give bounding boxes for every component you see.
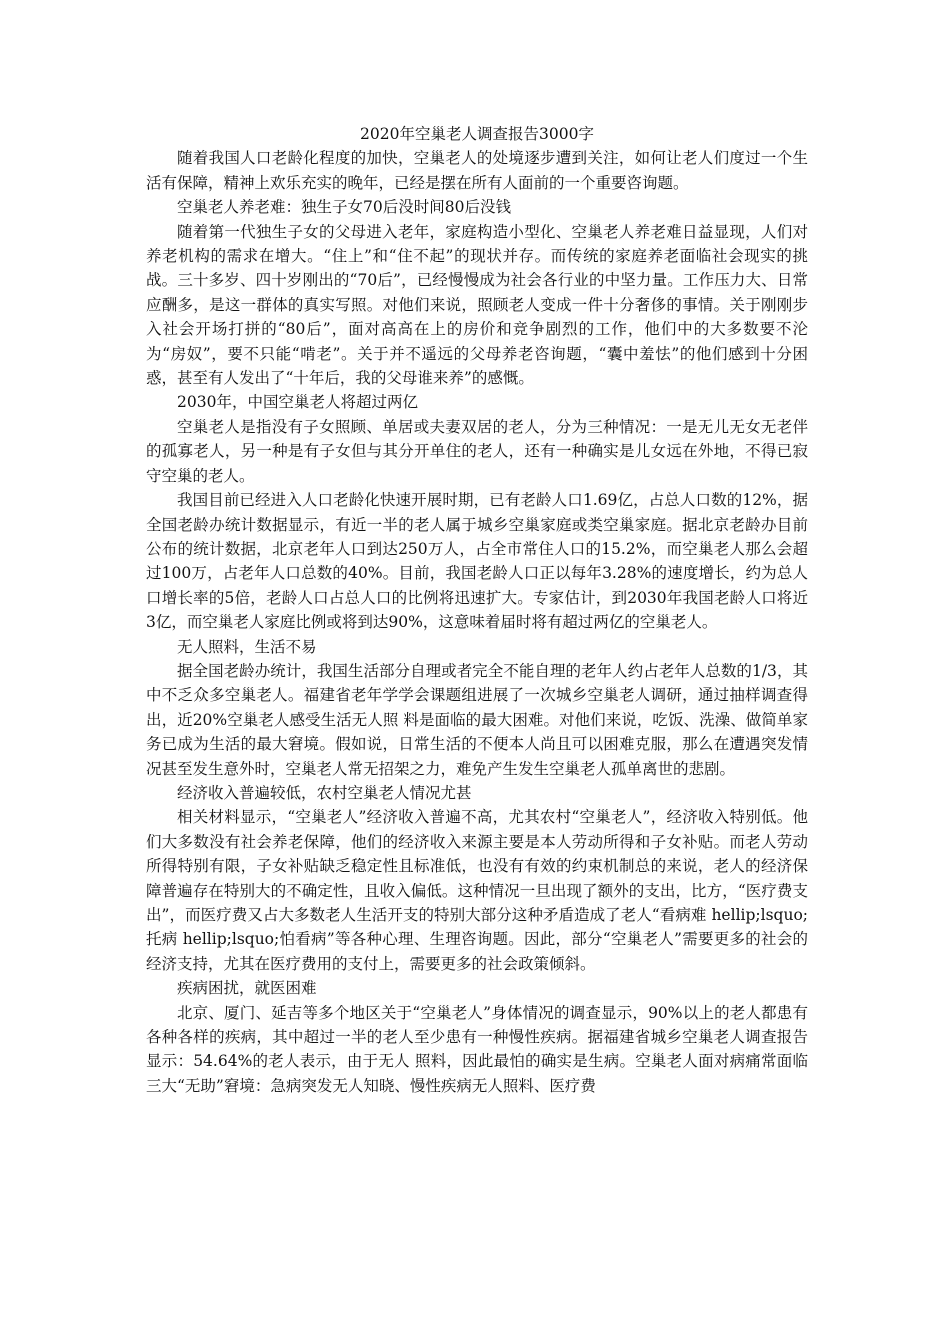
section-heading-illness: 疾病困扰，就医困难 xyxy=(177,979,317,998)
section-heading-2030-projection: 2030年，中国空巢老人将超过两亿 xyxy=(177,393,418,412)
document-title: 2020年空巢老人调查报告3000字 xyxy=(360,125,594,143)
paragraph-income: 相关材料显示，“空巢老人”经济收入普遍不高，尤其农村“空巢老人”，经济收入特别低。他们大多数没有社会养老保障，他们的经济收入来源主要是本人劳动所得和子女补贴。而老人劳动所得特别有限，子女补贴缺乏稳定性且标准低，也没有有效的约束机制总的来说，老人的经济保障普遍存在特别大的不确定性，且收入偏低。这种情况一旦出现了额外的支出，比方，“医疗费支出”，而医疗费又占大多数老人生活开支的特别大部分这种矛盾造成了老人“看病难 hellip;lsquo;托病 hellip;lsquo;怕看病”等各种心理、生理咨询题。因此，部分“空巢老人”需要更多的社会的经济支持，尤其在医疗费用的支付上，需要更多的社会政策倾斜。 xyxy=(146,808,808,973)
paragraph-family-structure: 随着第一代独生子女的父母进入老年，家庭构造小型化、空巢老人养老难日益显现，人们对养老机构的需求在增大。“住上”和“住不起”的现状并存。而传统的家庭养老面临社会现实的挑战。三十多岁、四十岁刚出的“70后”，已经慢慢成为社会各行业的中坚力量。工作压力大、日常应酬多，是这一群体的真实写照。对他们来说，照顾老人变成一件十分奢侈的事情。关于刚刚步入社会开场打拼的“80后”，面对高高在上的房价和竞争剧烈的工作，他们中的大多数要不沦为“房奴”，要不只能“啃老”。关于并不遥远的父母养老咨询题，“囊中羞怯”的他们感到十分困惑，甚至有人发出了“十年后，我的父母谁来养”的感慨。 xyxy=(146,222,808,388)
paragraph-definition: 空巢老人是指没有子女照顾、单居或夫妻双居的老人，分为三种情况：一是无儿无女无老伴的孤寡老人，另一种是有子女但与其分开单住的老人，还有一种确实是儿女远在外地，不得已寂守空巢的老人。 xyxy=(146,417,808,485)
paragraph-statistics: 我国目前已经进入人口老龄化快速开展时期，已有老龄人口1.69亿，占总人口数的12%，据全国老龄办统计数据显示，有近一半的老人属于城乡空巢家庭或类空巢家庭。据北京老龄办目前公布的统计数据，北京老年人口到达250万人，占全市常住人口的15.2%，而空巢老人那么会超过100万，占老年人口总数的40%。目前，我国老龄人口正以每年3.28%的速度增长，约为总人口增长率的5倍，老龄人口占总人口的比例将迅速扩大。专家估计，到2030年我国老龄人口将近3亿，而空巢老人家庭比例或将到达90%，这意味着届时将有超过两亿的空巢老人。 xyxy=(146,491,808,632)
paragraph-self-care: 据全国老龄办统计，我国生活部分自理或者完全不能自理的老年人约占老年人总数的1/3，其中不乏众多空巢老人。福建省老年学学会课题组进展了一次城乡空巢老人调研，通过抽样调查得出，近20%空巢老人感受生活无人照 料是面临的最大困难。对他们来说，吃饭、洗澡、做简单家务已成为生活的最大窘境。假如说，日常生活的不便本人尚且可以困难克服，那么在遭遇突发情况甚至发生意外时，空巢老人常无招架之力，难免产生发生空巢老人孤单离世的悲剧。 xyxy=(146,661,808,778)
section-heading-elderly-care-difficulty: 空巢老人养老难：独生子女70后没时间80后没钱 xyxy=(177,198,511,217)
section-heading-no-care: 无人照料，生活不易 xyxy=(177,637,317,656)
section-heading-low-income: 经济收入普遍较低，农村空巢老人情况尤甚 xyxy=(177,783,472,802)
intro-paragraph: 随着我国人口老龄化程度的加快，空巢老人的处境逐步遭到关注，如何让老人们度过一个生活有保障，精神上欢乐充实的晚年，已经是摆在所有人面前的一个重要咨询题。 xyxy=(146,149,808,192)
paragraph-illness: 北京、厦门、延吉等多个地区关于“空巢老人”身体情况的调查显示，90%以上的老人都患有各种各样的疾病，其中超过一半的老人至少患有一种慢性疾病。据福建省城乡空巢老人调查报告显示：54.64%的老人表示，由于无人 照料，因此最怕的确实是生病。空巢老人面对病痛常面临三大“无助”窘境：急病突发无人知晓、慢性疾病无人照料、医疗费 xyxy=(146,1003,808,1095)
document-page xyxy=(146,122,808,1098)
